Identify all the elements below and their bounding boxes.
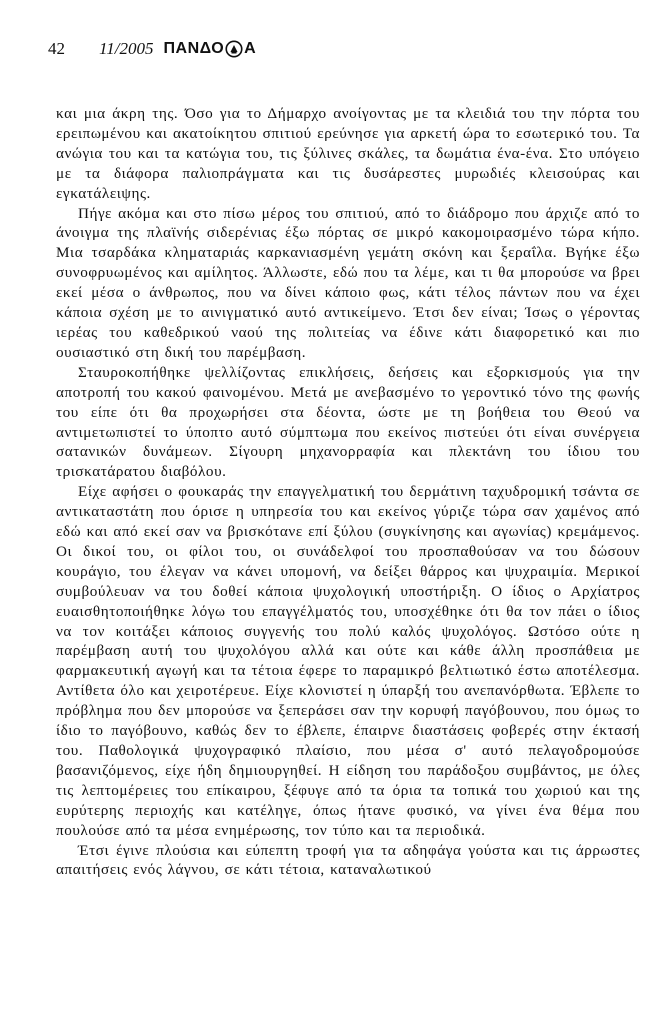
paragraph: Σταυροκοπήθηκε ψελλίζοντας επικλήσεις, δεήσεις και εξορκισμούς για την αποτροπή του κακού φαινομένου. Μετά με ανεβασμένο το γεροντικό τόνο της φωνής του είπε ότι θα προχωρήσει στα δέοντα, ώστε με τη βοήθεια του Θεού να αντιμετωπιστεί το ύποπτο αυτό σύμπτωμα που εκείνος πιστεύει ότι είναι συνέργεια σατανικών δυνάμεων. Σίγουρη μηχανορραφία και πλεκτάνη του ίδιου του τρισκατάρατου διαβόλου. — [56, 363, 640, 481]
paragraph: Πήγε ακόμα και στο πίσω μέρος του σπιτιού, από το διάδρομο που άρχιζε από το άνοιγμα της πλαϊνής σιδερένιας έξω πόρτας σε μικρό κακομοιρασμένο τώρα κήπο. Μια τσαρδάκα κληματαριάς καρκανιασμένη γεμάτη σκόνη και ξεραΐλα. Βγήκε έξω συνοφρυωμένος και αμίλητος. Άλλωστε, εδώ που τα λέμε, και τι θα μπορούσε να βρει εκεί μέσα ο άνθρωπος, που να δίνει κάποιο φως, κάτι τέλος πάντων που να έχει κάποια σχέση με το αινιγματικό αυτό αντικείμενο. Έτσι δεν είναι; Ίσως ο γέροντας ιερέας του καθεδρικού ναού της πολιτείας να έδινε κάτι διαφορετικό και πιο ουσιαστικό στη δική του παρέμβαση. — [56, 204, 640, 361]
running-header — [48, 36, 600, 62]
pandora-seal-icon — [225, 40, 243, 58]
magazine-title — [163, 40, 256, 58]
paragraph: Έτσι έγινε πλούσια και εύπεπτη τροφή για τα αδηφάγα γούστα και τις άρρωστες απαιτήσεις ενός λάγνου, σε κάτι τέτοια, καταναλωτικού — [56, 841, 640, 879]
page-number: 42 — [48, 39, 65, 58]
issue-label: 11/2005 — [99, 39, 154, 58]
article-body — [56, 104, 640, 880]
magazine-title-end: Α — [244, 40, 257, 57]
paragraph: Είχε αφήσει ο φουκαράς την επαγγελματική του δερμάτινη ταχυδρομική τσάντα σε αντικαταστάτη που όρισε η υπηρεσία του και εκείνος γύριζε τώρα σαν χαμένος από εδώ και από εκεί σαν να βρισκότανε επί ξύλου (συγκίνησης και αγωνίας) κρεμάμενος. Οι δικοί του, οι φίλοι του, οι συνάδελφοί του προσπαθούσαν να του δώσουν κουράγιο, του έλεγαν να κάνει υπομονή, να δείξει θάρρος και ψυχραιμία. Μερικοί συμβούλευαν να του δοθεί κάποια ψυχολογική υποστήριξη. Ο ίδιος ο Αρχίατρος ευαισθητοποιήθηκε λόγω του επαγγέλματός του, υποσχέθηκε ότι θα τον πάει ο ίδιος να τον κοιτάξει κάποιος συγγενής του πολύ καλός ψυχολόγος. Ωστόσο ούτε η παρέμβαση αυτή του ψυχολόγου αλλά και ούτε και κάθε άλλη προσπάθεια με φαρμακευτική αγωγή και τα τέτοια έφερε το παραμικρό βελτιωτικό έστω αποτέλεσμα. Αντίθετα όλο και χειροτέρευε. Είχε κλονιστεί η ύπαρξή του ανεπανόρθωτα. Έβλεπε το πρόβλημα που δεν μπορούσε να ξεπεράσει σαν την κορυφή παγόβουνου, που όμως το ίδιο το παγόβουνο, καθώς δεν το έβλεπε, έπαιρνε διαστάσεις φοβερές στην έκτασή του. Παθολογικά ψυχογραφικό πλαίσιο, που μέσα σ' αυτό πελαγοδρομούσε βασανιζόμενος, είχε ήδη δημιουργηθεί. Η είδηση του παράδοξου συμβάντος, με όλες τις λεπτομέρειες του επίκαιρου, ξέφυγε από τα όρια τα τοπικά του χωριού και της ευρύτερης περιοχής και κατέληγε, όπως ήτανε φυσικό, να γίνει ένα θέμα που πουλούσε από τα μέσα ενημέρωσης, τον τύπο και τα περιοδικά. — [56, 483, 640, 839]
magazine-title-start: ΠΑΝΔΟ — [163, 40, 225, 57]
paragraph: και μια άκρη της. Όσο για το Δήμαρχο ανοίγοντας με τα κλειδιά του την πόρτα του ερειπωμένου και ακατοίκητου σπιτιού ερεύνησε για αρκετή ώρα το εσωτερικό του. Τα ανώγια του και τα κατώγια του, τις ξύλινες σκάλες, τα δωμάτια ένα-ένα. Στο υπόγειο με τα διάφορα παλιοπράγματα και τις δυσάρεστες μυρωδιές κλεισούρας και εγκατάλειψης. — [56, 105, 640, 202]
